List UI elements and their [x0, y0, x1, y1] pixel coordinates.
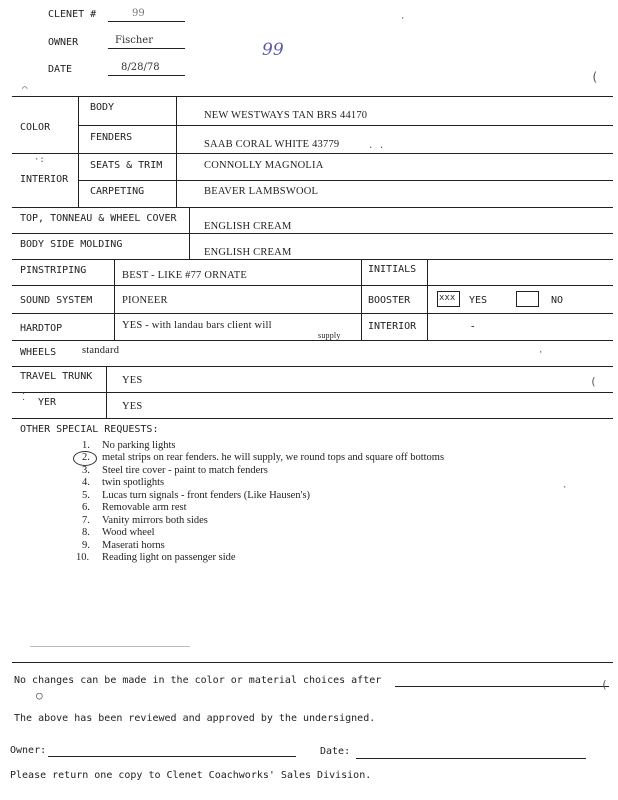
booster-no-label: NO: [551, 295, 564, 306]
body-label: BODY: [90, 102, 115, 113]
owner-signature-label: Owner:: [10, 745, 47, 756]
stray-mark: ○: [36, 689, 43, 702]
fenders-value: SAAB CORAL WHITE 43779: [204, 139, 340, 150]
stray-mark: ·: [400, 14, 406, 24]
stray-mark: ⌒: [22, 84, 28, 94]
request-number: 10.: [76, 552, 90, 563]
grid-line: [12, 418, 613, 419]
sound-system-label: SOUND SYSTEM: [20, 295, 93, 306]
booster-yes-checkbox[interactable]: [437, 291, 460, 307]
other-row-label: YER: [38, 397, 57, 408]
request-text: Lucas turn signals - front fenders (Like Hausen's): [102, 490, 311, 501]
interior-section-label: INTERIOR: [20, 174, 69, 185]
request-text: No parking lights: [102, 440, 176, 451]
body-side-molding-label: BODY SIDE MOLDING: [20, 239, 123, 250]
grid-line: [12, 285, 613, 286]
pinstriping-label: PINSTRIPING: [20, 265, 87, 276]
footer-date-line[interactable]: [356, 758, 586, 759]
body-side-molding-value: ENGLISH CREAM: [204, 247, 292, 258]
hardtop-interior-label: INTERIOR: [368, 321, 417, 332]
hardtop-interior-value: -: [471, 321, 475, 332]
grid-line: [114, 259, 115, 340]
seats-trim-value: CONNOLLY MAGNOLIA: [204, 160, 324, 171]
stray-mark: (: [591, 70, 599, 84]
request-number: 5.: [82, 490, 90, 501]
stray-mark: ·: [538, 348, 544, 358]
fenders-label: FENDERS: [90, 132, 133, 143]
stray-mark: (: [590, 375, 597, 388]
grid-line: [12, 207, 613, 208]
grid-line: [427, 259, 428, 340]
request-number: 4.: [82, 477, 90, 488]
stray-mark: ·:: [34, 155, 45, 165]
faint-line: [30, 646, 190, 647]
body-value: NEW WESTWAYS TAN BRS 44170: [204, 110, 368, 121]
no-changes-note: No changes can be made in the color or material choices after: [14, 675, 382, 686]
grid-line: [12, 392, 613, 393]
request-text: twin spotlights: [102, 477, 165, 488]
hardtop-value-sub: supply: [318, 331, 341, 340]
owner-value: Fischer: [115, 35, 154, 46]
booster-yes-label: YES: [469, 295, 488, 306]
owner-signature-line[interactable]: [48, 756, 296, 757]
reviewed-statement: The above has been reviewed and approved by the undersigned.: [14, 713, 376, 724]
grid-line: [78, 180, 613, 181]
request-text: Reading light on passenger side: [102, 552, 236, 563]
top-tonneau-value: ENGLISH CREAM: [204, 221, 292, 232]
grid-line: [12, 153, 613, 154]
request-number: 7.: [82, 515, 90, 526]
request-text: metal strips on rear fenders. he will supply, we round tops and square off bottoms: [102, 452, 445, 463]
top-tonneau-label: TOP, TONNEAU & WHEEL COVER: [20, 213, 177, 224]
client-number-value: 99: [132, 8, 145, 19]
request-number: 9.: [82, 540, 90, 551]
grid-line: [78, 96, 79, 207]
stray-mark: ·: [562, 483, 568, 493]
grid-line: [12, 259, 613, 260]
client-number-label: CLENET #: [48, 9, 97, 20]
carpeting-value: BEAVER LAMBSWOOL: [204, 186, 319, 197]
owner-underline: [108, 48, 185, 49]
grid-line: [189, 207, 190, 259]
request-text: Wood wheel: [102, 527, 155, 538]
request-number: 1.: [82, 440, 90, 451]
request-number: 3.: [82, 465, 90, 476]
initials-label: INITIALS: [368, 264, 417, 275]
stray-mark: . .: [368, 141, 385, 151]
grid-line: [78, 125, 613, 126]
request-number: 8.: [82, 527, 90, 538]
checkbox-mark: xxx: [439, 293, 456, 303]
date-value: 8/28/78: [121, 62, 160, 73]
request-number: 2.: [82, 452, 90, 463]
color-section-label: COLOR: [20, 122, 51, 133]
request-text: Maserati horns: [102, 540, 165, 551]
wheels-value: standard: [82, 345, 120, 356]
grid-line: [106, 366, 107, 418]
special-requests-label: OTHER SPECIAL REQUESTS:: [20, 424, 159, 435]
booster-label: BOOSTER: [368, 295, 411, 306]
handwritten-number: 99: [262, 40, 284, 60]
grid-line: [12, 340, 613, 341]
return-note: Please return one copy to Clenet Coachworks' Sales Division.: [10, 770, 372, 781]
date-underline: [108, 75, 185, 76]
travel-trunk-value: YES: [122, 375, 143, 386]
date-label: DATE: [48, 64, 73, 75]
grid-line: [176, 96, 177, 207]
hardtop-label: HARDTOP: [20, 323, 63, 334]
no-changes-date-line[interactable]: [395, 686, 609, 687]
stray-mark: (: [601, 678, 608, 691]
grid-line: [12, 233, 613, 234]
owner-label: OWNER: [48, 37, 79, 48]
grid-line: [12, 96, 613, 97]
booster-no-checkbox[interactable]: [516, 291, 539, 307]
request-text: Steel tire cover - paint to match fenders: [102, 465, 268, 476]
request-text: Removable arm rest: [102, 502, 187, 513]
grid-line: [12, 662, 613, 663]
grid-line: [12, 366, 613, 367]
other-row-value: YES: [122, 401, 143, 412]
carpeting-label: CARPETING: [90, 186, 145, 197]
travel-trunk-label: TRAVEL TRUNK: [20, 371, 93, 382]
sound-system-value: PIONEER: [122, 295, 168, 306]
wheels-label: WHEELS: [20, 347, 57, 358]
grid-line: [12, 313, 613, 314]
request-number: 6.: [82, 502, 90, 513]
stray-mark: ⁚: [22, 392, 26, 403]
hardtop-value: YES - with landau bars client will: [122, 320, 272, 331]
pinstriping-value: BEST - LIKE #77 ORNATE: [122, 270, 247, 281]
seats-trim-label: SEATS & TRIM: [90, 160, 163, 171]
request-text: Vanity mirrors both sides: [102, 515, 208, 526]
client-number-underline: [108, 21, 185, 22]
grid-line: [361, 259, 362, 340]
footer-date-label: Date:: [320, 746, 351, 757]
